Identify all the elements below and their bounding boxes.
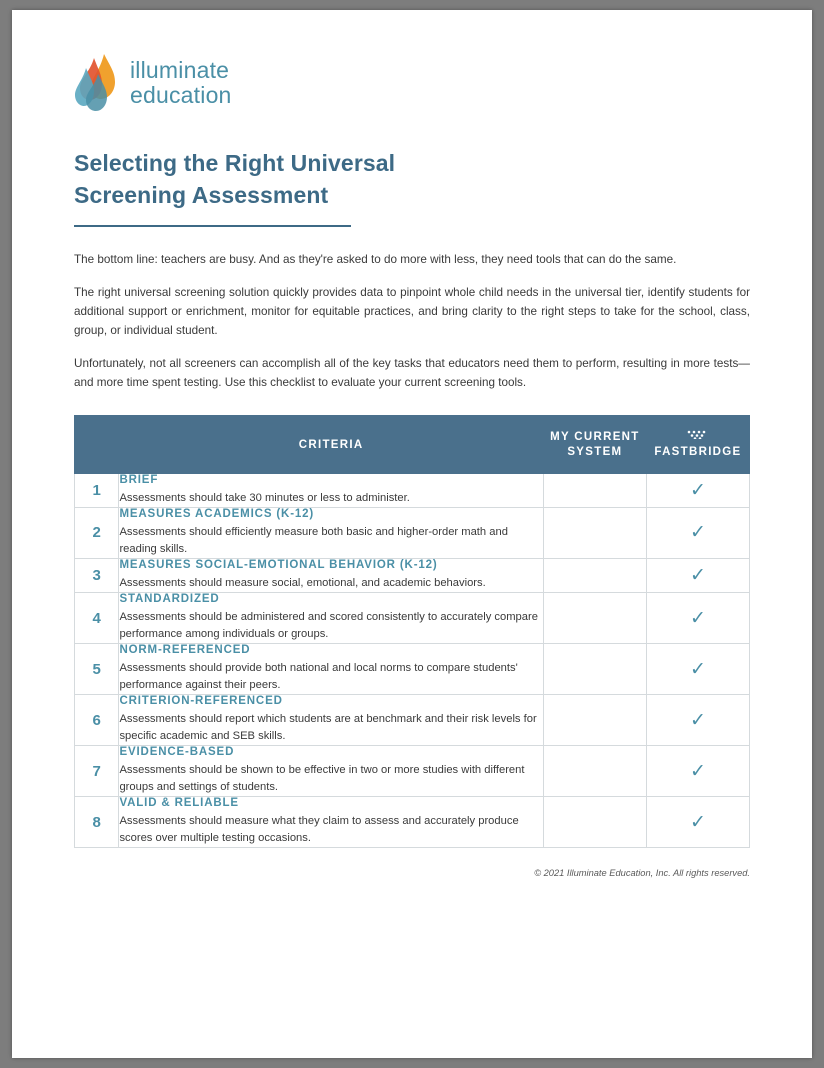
criteria-title: NORM-REFERENCED bbox=[119, 644, 251, 657]
row-criteria bbox=[119, 644, 543, 695]
my-current-system-cell[interactable] bbox=[543, 507, 646, 558]
table-row bbox=[75, 593, 750, 644]
brand-logo bbox=[74, 52, 750, 114]
row-number: 7 bbox=[75, 746, 119, 797]
fastbridge-check-cell: ✓ bbox=[646, 644, 749, 695]
criteria-title: BRIEF bbox=[119, 473, 159, 486]
table-row bbox=[75, 695, 750, 746]
fastbridge-dots-icon bbox=[686, 430, 710, 443]
row-criteria bbox=[119, 695, 543, 746]
row-number: 8 bbox=[75, 797, 119, 848]
fastbridge-check-cell: ✓ bbox=[646, 507, 749, 558]
my-current-system-cell[interactable] bbox=[543, 473, 646, 507]
brand-name-line1: illuminate bbox=[130, 57, 230, 83]
intro-paragraph-2: The right universal screening solution quickly provides data to pinpoint whole child needs in the universal tier, identify students for additional support or enrichment, monitor for equitable practices, and bring clarity to the right steps to take for the school, class, group, or individual student. bbox=[74, 286, 750, 338]
criteria-description: Assessments should efficiently measure both basic and higher-order math and reading skills. bbox=[119, 525, 508, 555]
page-title-line1: Selecting the Right Universal bbox=[74, 150, 396, 176]
header-fastbridge bbox=[646, 416, 749, 474]
table-row bbox=[75, 558, 750, 592]
my-current-system-cell[interactable] bbox=[543, 558, 646, 592]
table-row bbox=[75, 746, 750, 797]
header-fastbridge-label: FASTBRIDGE bbox=[654, 446, 742, 459]
row-criteria bbox=[119, 797, 543, 848]
table-header-row bbox=[75, 416, 750, 474]
my-current-system-cell[interactable] bbox=[543, 695, 646, 746]
criteria-description: Assessments should measure what they claim to assess and accurately produce scores over multiple testing occasions. bbox=[119, 815, 519, 845]
row-criteria bbox=[119, 473, 543, 507]
criteria-title: EVIDENCE-BASED bbox=[119, 746, 235, 759]
row-criteria bbox=[119, 746, 543, 797]
fastbridge-check-cell: ✓ bbox=[646, 473, 749, 507]
criteria-description: Assessments should be shown to be effective in two or more studies with different groups and settings of students. bbox=[119, 764, 525, 794]
table-row bbox=[75, 473, 750, 507]
copyright-footer: © 2021 Illuminate Education, Inc. All rights reserved. bbox=[534, 868, 750, 879]
fastbridge-check-cell: ✓ bbox=[646, 797, 749, 848]
fastbridge-check-cell: ✓ bbox=[646, 558, 749, 592]
row-number: 3 bbox=[75, 558, 119, 592]
row-number: 2 bbox=[75, 507, 119, 558]
intro-paragraph-1: The bottom line: teachers are busy. And as they're asked to do more with less, they need tools that can do the same. bbox=[74, 253, 677, 267]
title-divider bbox=[74, 225, 351, 227]
fastbridge-check-cell: ✓ bbox=[646, 593, 749, 644]
row-criteria bbox=[119, 558, 543, 592]
page-title-line2: Screening Assessment bbox=[74, 181, 329, 208]
criteria-title: MEASURES SOCIAL-EMOTIONAL BEHAVIOR (K-12) bbox=[119, 558, 438, 571]
my-current-system-cell[interactable] bbox=[543, 644, 646, 695]
table-row bbox=[75, 644, 750, 695]
table-header bbox=[75, 416, 750, 474]
row-number: 5 bbox=[75, 644, 119, 695]
criteria-description: Assessments should report which students are at benchmark and their risk levels for specific academic and SEB skills. bbox=[119, 713, 537, 743]
header-number bbox=[75, 416, 119, 474]
intro-paragraph-3: Unfortunately, not all screeners can accomplish all of the key tasks that educators need them to perform, resulting in more tests—and more time spent testing. Use this checklist to evaluate your current screening tools. bbox=[74, 357, 750, 390]
header-criteria: CRITERIA bbox=[119, 416, 543, 474]
criteria-checklist-table bbox=[74, 415, 750, 848]
row-number: 6 bbox=[75, 695, 119, 746]
criteria-description: Assessments should take 30 minutes or less to administer. bbox=[119, 491, 410, 504]
my-current-system-cell[interactable] bbox=[543, 746, 646, 797]
header-my-current-system: MY CURRENT SYSTEM bbox=[543, 416, 646, 474]
criteria-title: CRITERION-REFERENCED bbox=[119, 695, 283, 708]
criteria-title: STANDARDIZED bbox=[119, 593, 220, 605]
criteria-title: MEASURES ACADEMICS (K-12) bbox=[119, 507, 315, 520]
my-current-system-cell[interactable] bbox=[543, 797, 646, 848]
brand-name-line2: education bbox=[130, 82, 232, 108]
table-body bbox=[75, 473, 750, 847]
fastbridge-check-cell: ✓ bbox=[646, 695, 749, 746]
table-row bbox=[75, 507, 750, 558]
row-number: 4 bbox=[75, 593, 119, 644]
page-content bbox=[12, 10, 812, 878]
criteria-description: Assessments should measure social, emotional, and academic behaviors. bbox=[119, 576, 486, 589]
criteria-description: Assessments should provide both national and local norms to compare students' performance against their peers. bbox=[119, 662, 518, 692]
criteria-description: Assessments should be administered and scored consistently to accurately compare performance among individuals or groups. bbox=[119, 611, 538, 641]
document-page bbox=[12, 10, 812, 1058]
table-row bbox=[75, 797, 750, 848]
row-number: 1 bbox=[75, 473, 119, 507]
brand-logo-text bbox=[130, 59, 232, 107]
fastbridge-check-cell: ✓ bbox=[646, 746, 749, 797]
row-criteria bbox=[119, 507, 543, 558]
page-title bbox=[74, 148, 750, 211]
my-current-system-cell[interactable] bbox=[543, 593, 646, 644]
row-criteria bbox=[119, 593, 543, 644]
illuminate-flame-logo-icon bbox=[74, 52, 120, 114]
criteria-title: VALID & RELIABLE bbox=[119, 797, 239, 810]
